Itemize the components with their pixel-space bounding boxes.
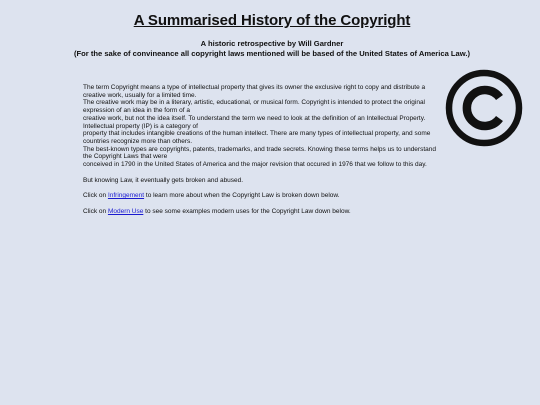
text-line: The best-known types are copyrights, patents, trademarks, and trade secrets. Knowing these terms helps us to understand bbox=[83, 145, 436, 153]
infringement-prefix: Click on bbox=[83, 192, 108, 200]
intro-paragraph bbox=[83, 84, 453, 169]
text-line: creative work, usually for a limited time. bbox=[83, 91, 197, 99]
jurisdiction-note: (For the sake of convineance all copyright laws mentioned will be based of the United States of America Law.) bbox=[73, 48, 471, 58]
text-line: creative work, but not the idea itself. To understand the term we need to look at the definition of an Intellectual Property. bbox=[83, 114, 426, 122]
text-line: countries recognize more than others. bbox=[83, 137, 193, 145]
text-line: The term Copyright means a type of intellectual property that gives its owner the exclusive right to copy and distribute a bbox=[83, 84, 426, 91]
infringement-paragraph bbox=[83, 192, 453, 200]
text-line: Intellectual property (IP) is a category of bbox=[83, 122, 198, 130]
text-line: property that includes intangible creations of the human intellect. There are many types of intellectual property, and some bbox=[83, 130, 431, 138]
main-content bbox=[83, 84, 453, 223]
text-line: The creative work may be in a literary, artistic, educational, or musical form. Copyright is intended to protect the original bbox=[83, 99, 426, 107]
text-line: the Copyright Laws that were bbox=[83, 153, 168, 161]
text-line: expression of an idea in the form of a bbox=[83, 107, 190, 115]
modern-use-link[interactable]: Modern Use bbox=[107, 207, 144, 215]
modern-use-suffix: to see some examples modern uses for the Copyright Law down below. bbox=[143, 207, 351, 215]
author-byline: A historic retrospective by Will Gardner bbox=[200, 39, 344, 48]
infringement-link[interactable]: Infringement bbox=[107, 192, 145, 200]
modern-use-paragraph bbox=[83, 208, 453, 216]
text-line: conceived in 1790 in the United States of America and the major revision that occured in 1976 that we follow to this day. bbox=[83, 161, 427, 169]
modern-use-prefix: Click on bbox=[83, 207, 108, 215]
copyright-icon bbox=[444, 68, 524, 148]
infringement-suffix: to learn more about when the Copyright Law is broken down below. bbox=[144, 192, 340, 200]
page-title: A Summarised History of the Copyright bbox=[133, 12, 411, 29]
abuse-paragraph: But knowing Law, it eventually gets broken and abused. bbox=[83, 176, 244, 184]
